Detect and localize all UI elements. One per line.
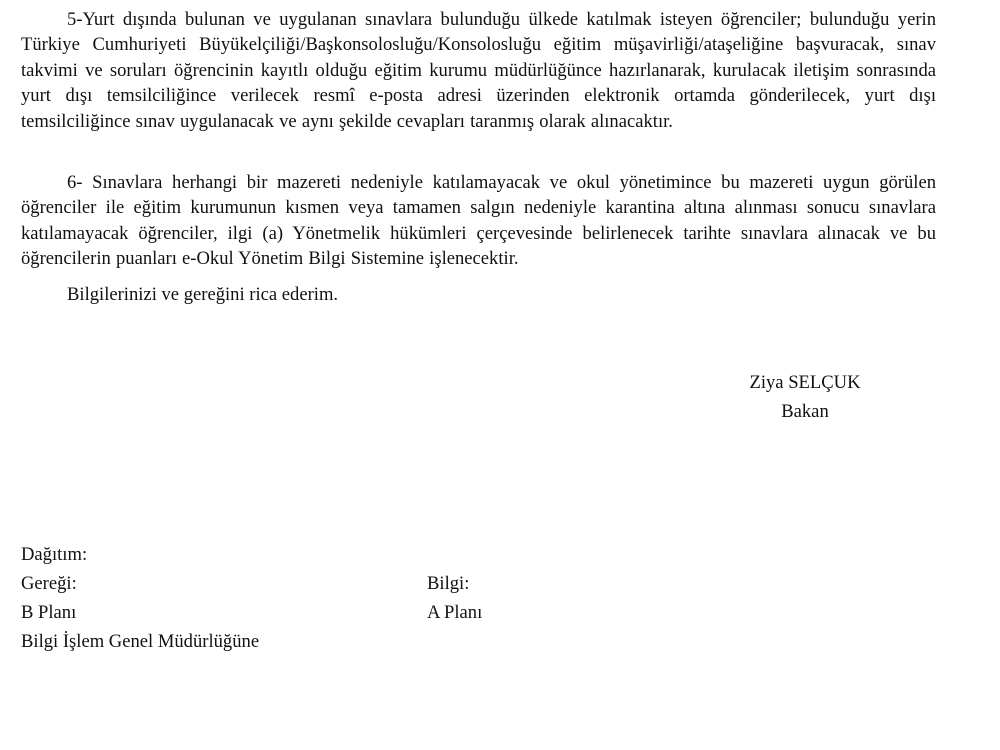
gereği-item: Bilgi İşlem Genel Müdürlüğüne xyxy=(21,631,260,652)
signatory-name: Ziya SELÇUK xyxy=(749,372,861,393)
bilgi-item: A Planı xyxy=(427,602,483,623)
signatory-title: Bakan xyxy=(781,401,829,422)
signature-block xyxy=(700,368,910,426)
bilgi-label: Bilgi: xyxy=(427,573,470,594)
gereği-item: B Planı xyxy=(21,602,77,623)
gereği-label: Gereği: xyxy=(21,573,77,594)
paragraph-item-5: 5-Yurt dışında bulunan ve uygulanan sınavlara bulunduğu ülkede katılmak isteyen öğrenciler; bulunduğu yerin Türkiye Cumhuriyeti Büyükelçiliği/Başkonsolosluğu/Konsolosluğu eğitim müşavirliği/ataşeliğine başvuracak, sınav takvimi ve soruları öğrencinin kayıtlı olduğu eğitim kurumu müdürlüğünce hazırlanarak, kurulacak iletişim sonrasında yurt dışı temsilciliğince verilecek resmî e-posta adresi üzerinden elektronik ortamda gönderilecek, yurt dışı temsilciliğince sınav uygulanacak ve aynı şekilde cevapları taranmış olarak alınacaktır. xyxy=(21,9,936,132)
paragraph-item-6: 6- Sınavlara herhangi bir mazereti nedeniyle katılamayacak ve okul yönetimince bu mazereti uygun görülen öğrenciler ile eğitim kurumunun kısmen veya tamamen salgın nedeniyle karantina altına alınması sonucu sınavlara katılamayacak öğrenciler, ilgi (a) Yönetmelik hükümleri çerçevesinde belirlenecek tarihte sınavlara alınacak ve bu öğrencilerin puanları e-Okul Yönetim Bilgi Sistemine işlenecektir. xyxy=(21,172,936,270)
closing-sentence: Bilgilerinizi ve gereğini rica ederim. xyxy=(67,284,339,305)
distribution-title: Dağıtım: xyxy=(21,544,88,565)
distribution-gereği-column xyxy=(21,569,259,656)
distribution-bilgi-column xyxy=(427,569,482,627)
